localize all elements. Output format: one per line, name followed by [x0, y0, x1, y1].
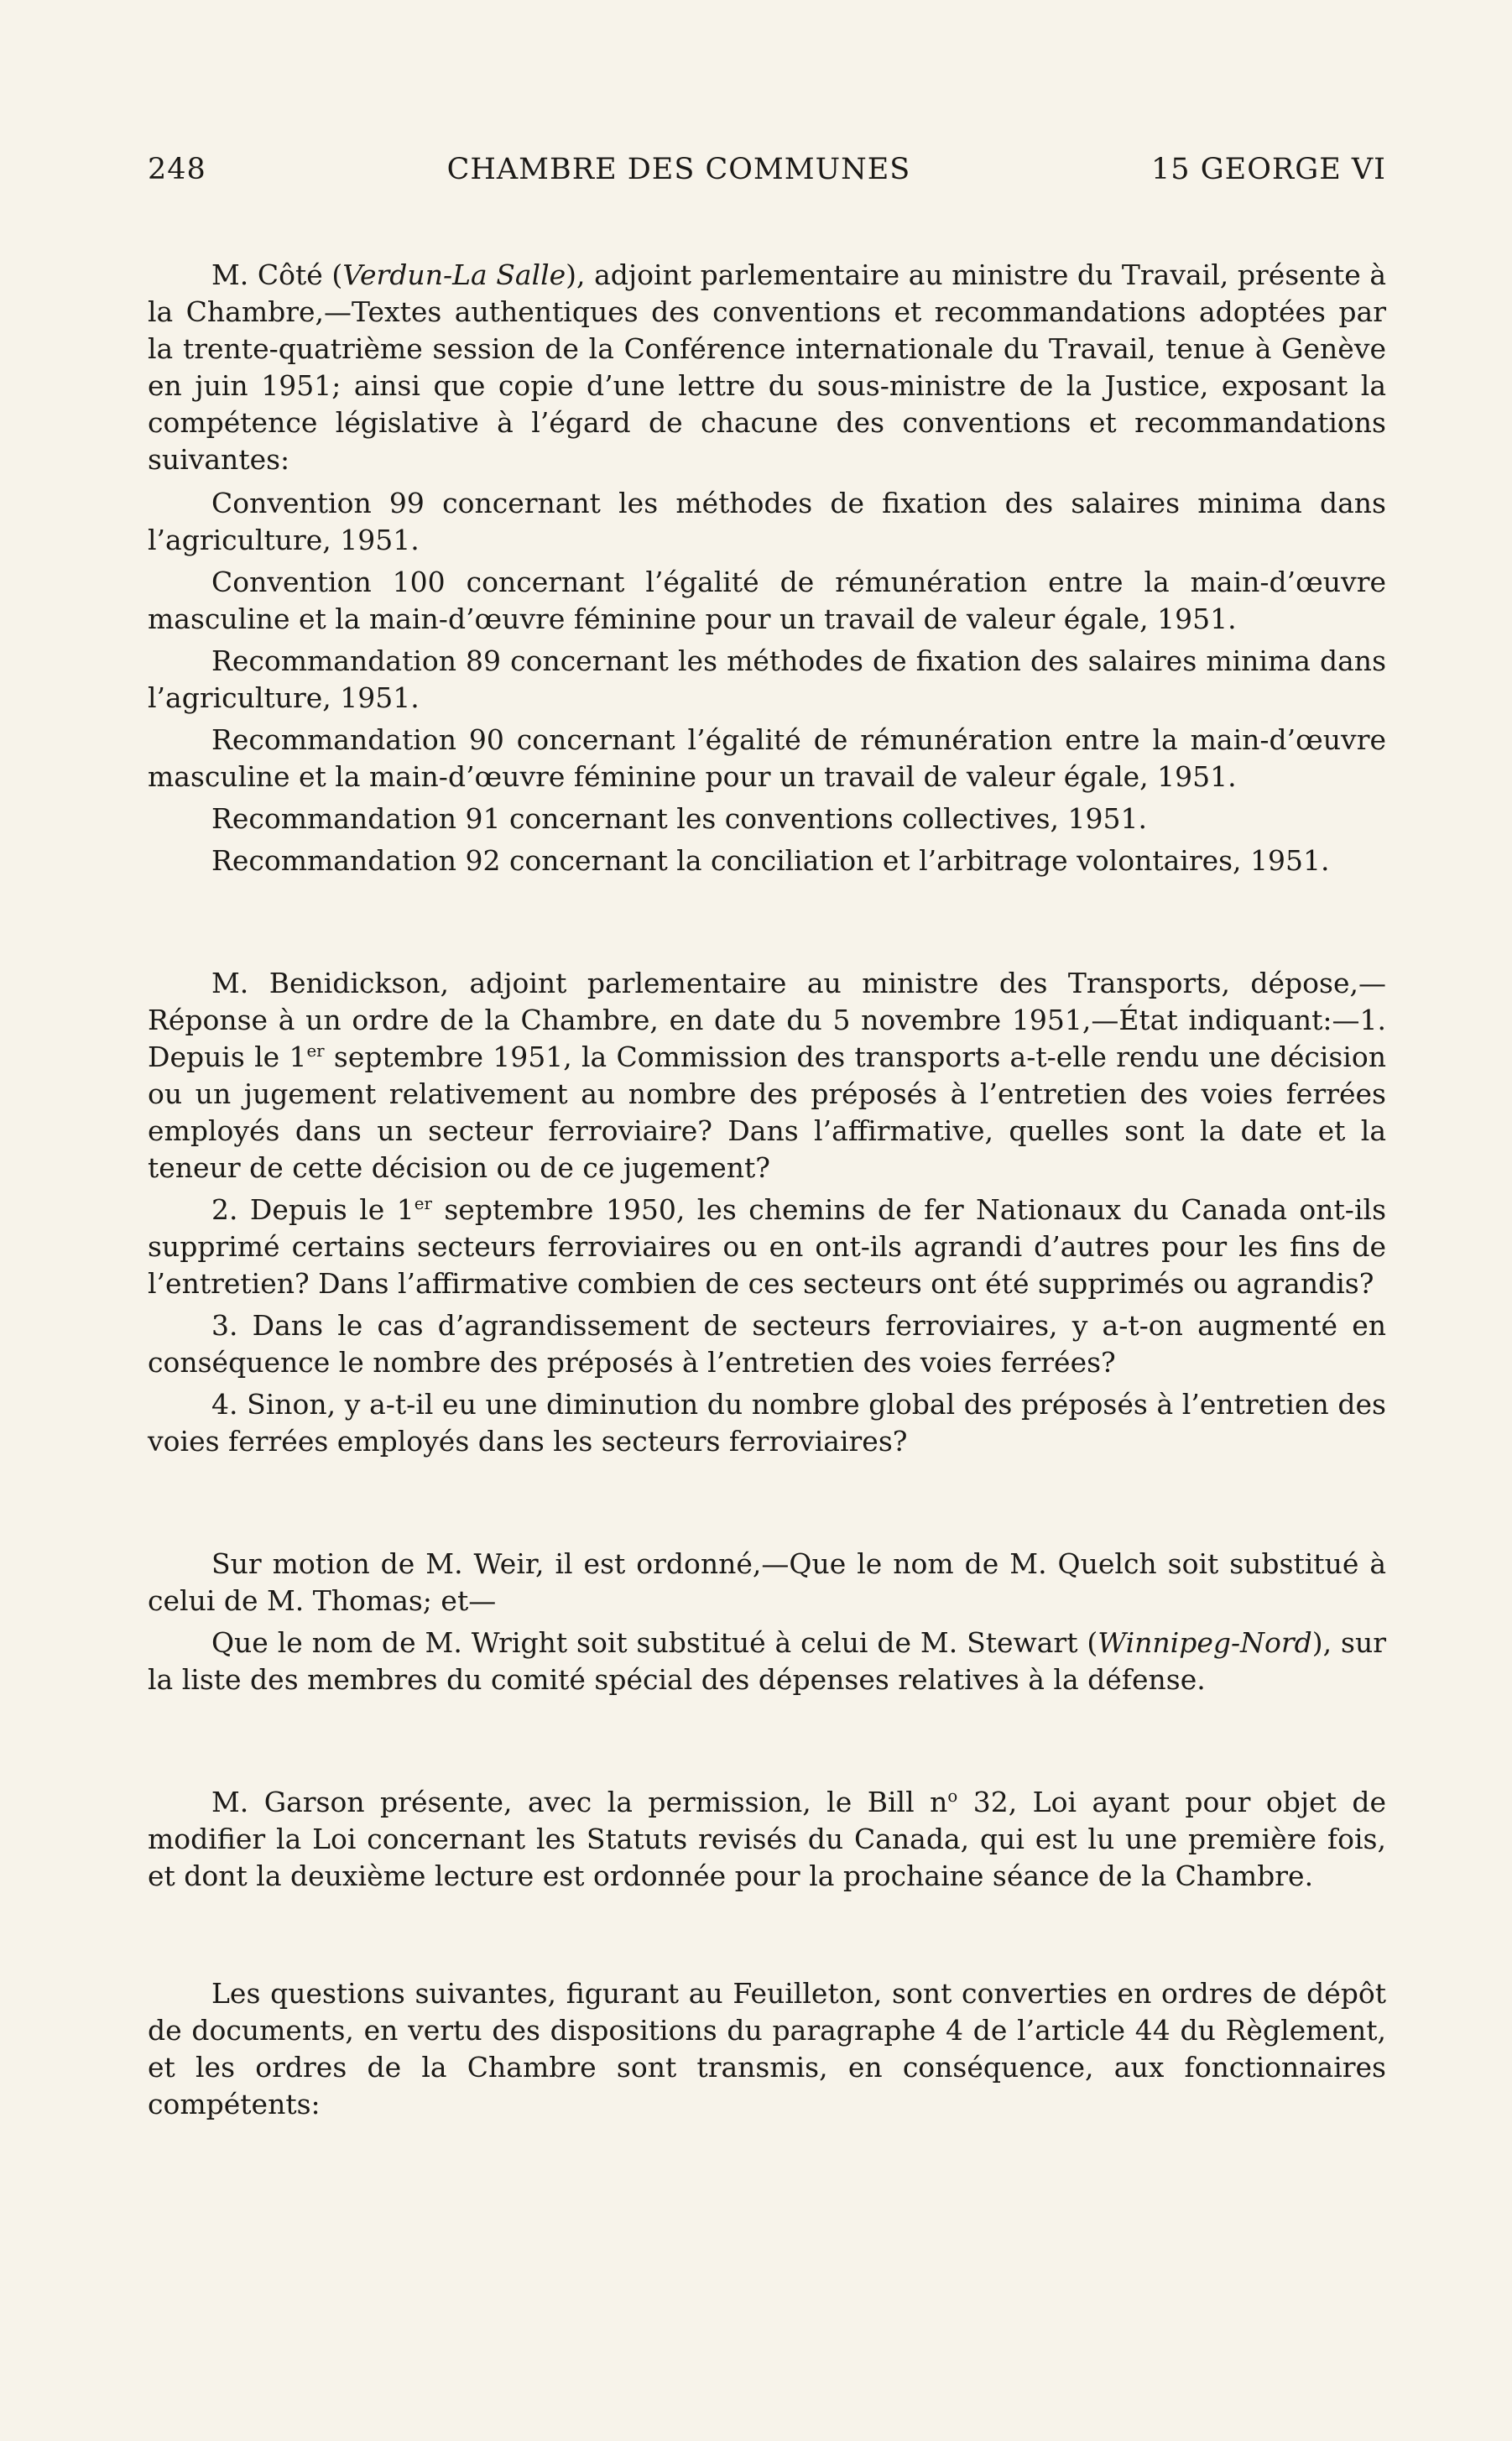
running-head [148, 149, 1386, 190]
question-2: 2. Depuis le 1er septembre 1950, les chemins de fer Nationaux du Canada ont-ils supprimé certains secteurs ferroviaires ou en ont-ils agrandi d’autres pour les fins de l’entretien? Dans l’affirmative combien de ces secteurs ont été supprimés ou agrandis? [148, 1193, 1387, 1300]
weir-motion [148, 1546, 1386, 1698]
cote-lead: M. Côté ( [211, 258, 343, 291]
conventions-list [148, 485, 1386, 879]
journal-body [148, 257, 1386, 2123]
reign-label: 15 GEORGE VI [1151, 153, 1386, 186]
cote-paragraph [148, 257, 1386, 478]
page-number: 248 [148, 153, 206, 186]
list-item: Convention 100 concernant l’égalité de rémunération entre la main-d’œuvre masculine et la main-d’œuvre féminine pour un travail de valeur égale, 1951. [148, 566, 1386, 635]
question-4: 4. Sinon, y a-t-il eu une diminution du nombre global des préposés à l’entretien des voies ferrées employés dans les secteurs ferroviaires? [148, 1388, 1386, 1458]
list-item: Recommandation 91 concernant les conventions collectives, 1951. [211, 802, 1148, 835]
list-item: Recommandation 89 concernant les méthodes de fixation des salaires minima dans l’agriculture, 1951. [148, 644, 1386, 714]
weir-riding: Winnipeg-Nord [1098, 1626, 1312, 1659]
weir-line-1: Sur motion de M. Weir, il est ordonné,—Que le nom de M. Quelch soit substitué à celui de M. Thomas; et— [148, 1547, 1386, 1617]
garson-paragraph: M. Garson présente, avec la permission, le Bill $n^o$ 32, Loi ayant pour objet de modifier la Loi concernant les Statuts revisés du Canada, qui est lu une première fois, et dont la deuxième lecture est ordonnée pour la prochaine séance de la Chambre. [148, 1786, 1387, 1892]
page-title: CHAMBRE DES COMMUNES [446, 153, 911, 186]
benidickson-section [148, 965, 1386, 1460]
cote-text: ), adjoint parlementaire au ministre du Travail, présente à la Chambre,—Textes authentiques des conventions et recommandations adoptées par la trente-quatrième session de la Conférence internationale du Travail, tenue à Genève en juin 1951; ainsi que copie d’une lettre du sous-ministre de la Justice, exposant la compétence législative à l’égard de chacune des conventions et recommandations suivantes: [148, 258, 1386, 476]
list-item: Recommandation 90 concernant l’égalité de rémunération entre la main-d’œuvre masculine et la main-d’œuvre féminine pour un travail de valeur égale, 1951. [148, 723, 1386, 793]
questions-paragraph: Les questions suivantes, figurant au Feuilleton, sont converties en ordres de dépôt de documents, en vertu des dispositions du paragraphe 4 de l’article 44 du Règlement, et les ordres de la Chambre sont transmis, en conséquence, aux fonctionnaires compétents: [148, 1977, 1386, 2120]
list-item: Recommandation 92 concernant la conciliation et l’arbitrage volontaires, 1951. [211, 844, 1330, 877]
question-3: 3. Dans le cas d’agrandissement de secteurs ferroviaires, y a-t-on augmenté en conséquence le nombre des préposés à l’entretien des voies ferrées? [148, 1309, 1386, 1379]
weir-line-2: Que le nom de M. Wright soit substitué à celui de M. Stewart (Winnipeg-Nord), sur la liste des membres du comité spécial des dépenses relatives à la défense. [148, 1626, 1386, 1696]
benidickson-intro: M. Benidickson, adjoint parlementaire au ministre des Transports, dépose,—Réponse à un ordre de la Chambre, en date du 5 novembre 1951,—État indiquant:—1. Depuis le 1er septembre 1951, la Commission des transports a-t-elle rendu une décision ou un jugement relativement au nombre des préposés à l’entretien des voies ferrées employés dans un secteur ferroviaire? Dans l’affirmative, quelles sont la date et la teneur de cette décision ou de ce jugement? [148, 967, 1386, 1184]
list-item: Convention 99 concernant les méthodes de fixation des salaires minima dans l’agriculture, 1951. [148, 487, 1386, 556]
cote-riding: Verdun-La Salle [342, 258, 566, 291]
